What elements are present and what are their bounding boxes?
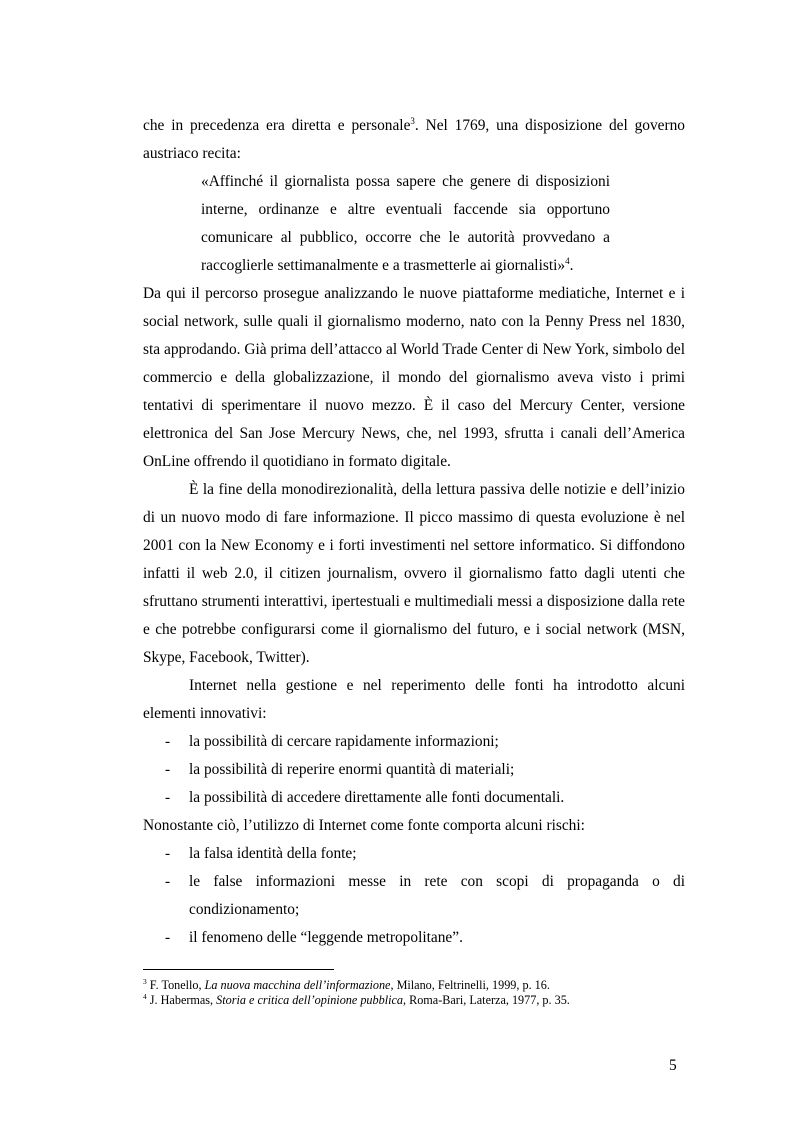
page-body <box>143 112 685 952</box>
paragraph-2: Da qui il percorso prosegue analizzando le nuove piattaforme mediatiche, Internet e i social network, sulle quali il giornalismo moderno, nato con la Penny Press nel 1830, sta approdando. Già prima dell’attacco al World Trade Center di New York, simbolo del commercio e della globalizzazione, il mondo del giornalismo aveva visto i primi tentativi di sperimentare il nuovo mezzo. È il caso del Mercury Center, versione elettronica del San Jose Mercury News, che, nel 1993, sfrutta i canali dell’America OnLine offrendo il quotidiano in formato digitale. <box>143 285 685 470</box>
paragraph-3: È la fine della monodirezionalità, della lettura passiva delle notizie e dell’inizio di un nuovo modo di fare informazione. Il picco massimo di questa evoluzione è nel 2001 con la New Economy e i forti investimenti nel settore informatico. Si diffondono infatti il web 2.0, il citizen journalism, ovvero il giornalismo fatto dagli utenti che sfruttano strumenti interattivi, ipertestuali e multimediali messi a disposizione dalla rete e che potrebbe configurarsi come il giornalismo del futuro, e i social network (MSN, Skype, Facebook, Twitter). <box>143 481 685 666</box>
list-item <box>143 784 685 812</box>
list-item-text: le false informazioni messe in rete con scopi di propaganda o di condizionamento; <box>189 873 685 918</box>
paragraph-1 <box>143 112 685 168</box>
footnote-number: 4 <box>143 991 147 1001</box>
innovations-list <box>143 728 685 812</box>
block-quote-text: «Affinché il giornalista possa sapere che genere di disposizioni interne, ordinanze e altre eventuali faccende sia opportuno comunicare al pubblico, occorre che le autorità provvedano a raccoglierle settimanalmente e a trasmetterle ai giornalisti» <box>201 173 610 274</box>
footnote-title: La nuova macchina dell’informazione <box>204 978 391 992</box>
footnote-ref-3[interactable]: 3 <box>410 115 415 126</box>
dash-bullet: - <box>165 789 171 806</box>
dash-bullet: - <box>165 733 171 750</box>
list-item-text: la possibilità di accedere direttamente alle fonti documentali. <box>189 789 565 806</box>
paragraph-5: Nonostante ciò, l’utilizzo di Internet come fonte comporta alcuni rischi: <box>143 817 585 834</box>
risks-list <box>143 840 685 952</box>
list-item-text: il fenomeno delle “leggende metropolitane”. <box>189 929 463 946</box>
dash-bullet: - <box>165 761 171 778</box>
footnote-author: F. Tonello, <box>149 978 205 992</box>
footnote-rest: , Milano, Feltrinelli, 1999, p. 16. <box>390 978 550 992</box>
list-item-text: la falsa identità della fonte; <box>189 845 357 862</box>
list-item-text: la possibilità di reperire enormi quantità di materiali; <box>189 761 515 778</box>
paragraph-1-text-a: che in precedenza era diretta e personale <box>143 117 411 134</box>
footnote-divider <box>143 969 334 970</box>
page-number: 5 <box>669 1057 677 1074</box>
paragraph-4: Internet nella gestione e nel reperimento delle fonti ha introdotto alcuni elementi innovativi: <box>143 677 685 722</box>
paragraph-1-text-b: . Nel 1769, una disposizione del governo austriaco recita: <box>143 117 686 162</box>
footnote-ref-4[interactable]: 4 <box>565 255 570 266</box>
dash-bullet: - <box>165 873 171 890</box>
list-item <box>143 756 685 784</box>
list-item <box>143 728 685 756</box>
block-quote-end: . <box>569 257 574 274</box>
footnotes <box>143 978 703 1008</box>
list-item <box>143 868 685 924</box>
footnote-title: Storia e critica dell’opinione pubblica <box>216 993 403 1007</box>
dash-bullet: - <box>165 929 171 946</box>
footnote-4 <box>143 993 703 1008</box>
footnote-number: 3 <box>143 976 147 986</box>
list-item-text: la possibilità di cercare rapidamente informazioni; <box>189 733 499 750</box>
footnote-author: J. Habermas, <box>149 993 217 1007</box>
block-quote <box>201 168 610 280</box>
dash-bullet: - <box>165 845 171 862</box>
footnote-3 <box>143 978 703 993</box>
list-item <box>143 840 685 868</box>
list-item <box>143 924 685 952</box>
footnote-rest: , Roma-Bari, Laterza, 1977, p. 35. <box>402 993 570 1007</box>
